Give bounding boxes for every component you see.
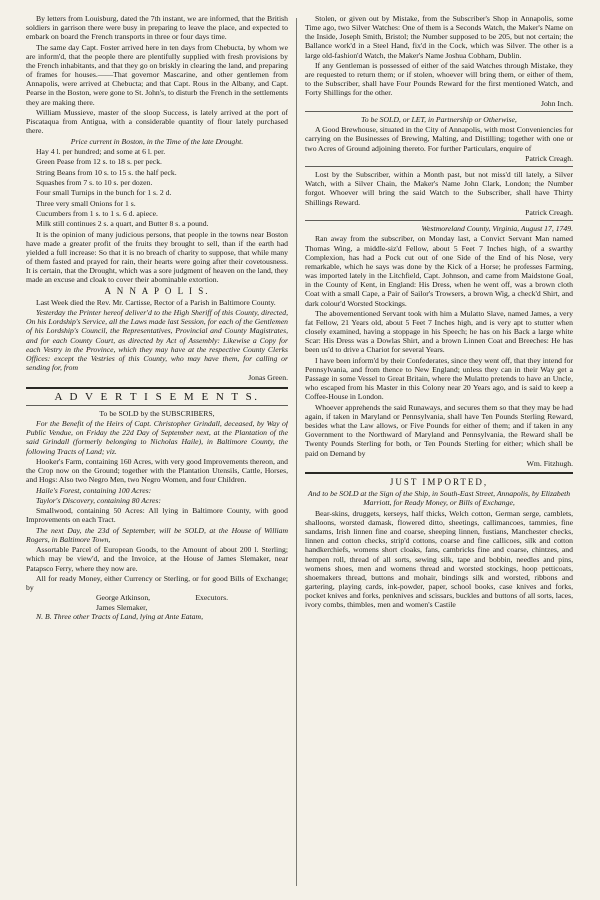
section-rule [26, 387, 288, 389]
runaway-signature: Wm. Fitzhugh. [526, 458, 573, 468]
hookers-farm: Hooker's Farm, containing 160 Acres, with very good Improvements thereon, and the Crop now on the Ground; together with the Plantation Utensils, Cattle, Horses, and Hogs: Also two Negro Men, two Negro Women, and four Children. [26, 456, 288, 485]
next-day-sale: The next Day, the 23d of September, will be SOLD, at the House of William Rogers, in Baltimore Town, [26, 525, 288, 544]
prices-title: Price current in Boston, in the Time of the late Drought. [70, 136, 244, 146]
runaway-mulatto: The abovementioned Servant took with him a Mulatto Slave, named James, a very fat Fellow, 21 Years old, about 5 Feet 7 Inches high, and is very apt to stutter when closely examined, having a stoppage in his Speech; he has on his Back a large white Scar: His Dress was a Dowlas Shirt, and a brown Linnen Coat and Breeches: He has been us'd to drive a Chariot for several Years. [305, 308, 573, 355]
executor-atkinson: George Atkinson, [96, 593, 151, 603]
brewhouse-signature: Patrick Creagh. [525, 153, 573, 163]
section-rule [305, 220, 573, 221]
brewhouse-ad: A Good Brewhouse, situated in the City of Annapolis, with most Conveniencies for carrying on the Businesses of Brewing, Malting, and Distilling; together with one or two Acres of Ground adjoining thereto. For further Particulars, enquire of [305, 125, 573, 153]
runaway-destination: I have been inform'd by their Confederates, since they went off, that they intend for Pennsylvania, and from thence to New England; unless they can in their Way get a Passage in some Vessel to Great Britain, where the Mulatto pretends to have an Uncle, who escaped from his Master in this Colony near 20 Years ago, and is said to keep a Coffee-House in London. [305, 355, 573, 402]
tract-smallwood: Smallwood, containing 50 Acres: All lying in Baltimore County, with good Improvements on each Tract. [26, 506, 288, 525]
price-line: Hay 4 l. per hundred; and some at 6 l. per. [36, 146, 166, 156]
nb-note: N. B. Three other Tracts of Land, lying at Ante Eatam, [36, 611, 203, 621]
price-line: Squashes from 7 s. to 10 s. per dozen. [36, 177, 153, 187]
payment-terms: All for ready Money, either Currency or Sterling, or for good Bills of Exchange; by [26, 573, 288, 593]
news-opinion: It is the opinion of many judicious persons, that people in the towns near Boston have made a greater profit of the fruits they brought to sell, than if the earth had yielded a full increase: So that it is no breach of charity to suppose, that while many of them fasted and prayed for rain, their hearts were going after their covetousness. It is certain, that the Drought, which was a sore judgment of heaven on the land, they made an excuse and cloak to cover their abominable extortion. [26, 229, 288, 285]
executor-names [26, 593, 150, 611]
price-line: Green Pease from 12 s. to 18 s. per peck. [36, 157, 162, 167]
price-line: String Beans from 10 s. to 15 s. the half peck. [36, 167, 177, 177]
section-rule [305, 472, 573, 474]
sale-intro: To be SOLD by the SUBSCRIBERS, [99, 408, 215, 418]
news-louisburg: By letters from Louisburg, dated the 7th instant, we are informed, that the British soldiers in garrison there were busy in preparing to leave the place, and expected to embark on board the French transports in three or four days time. [26, 14, 288, 42]
annapolis-heading: A N N A P O L I S. [104, 285, 210, 296]
left-column [26, 14, 288, 882]
printer-signature: Jonas Green. [248, 373, 288, 383]
executors-label: Executors. [195, 593, 228, 603]
news-success-sloop: William Mussieve, master of the sloop Success, is lately arrived at the port of Piscataqua from Antigua, with a considerable quantity of flour lately purchased there. [26, 107, 288, 136]
runaway-dateline: Westmoreland County, Virginia, August 17, 1749. [421, 224, 573, 234]
runaway-reward: Whoever apprehends the said Runaways, and secures them so that they may be had again, if taken in Maryland or Pennsylvania, shall have Ten Pounds Sterling Reward, besides what the Law allows, or Five Pounds for either of them; and if taken in any Government to the Northward of Maryland and Pennsylvania, the Reward shall be Twenty Pounds Sterling for both, or Ten Pounds Sterling for either; which shall be paid on Demand by [305, 402, 573, 458]
tract-taylor: Taylor's Discovery, containing 80 Acres: [36, 495, 161, 505]
price-line: Three very small Onions for 1 s. [36, 198, 136, 208]
lost-signature: Patrick Creagh. [525, 207, 573, 217]
price-line: Milk still continues 2 s. a quart, and Butter 8 s. a pound. [36, 219, 209, 229]
executors-block [26, 593, 288, 611]
price-line: Four small Turnips in the bunch for 1 s. 2 d. [36, 188, 172, 198]
sale-details: For the Benefit of the Heirs of Capt. Christopher Grindall, deceased, by Way of Public Vendue, on Friday the 22d Day of September next, at the Plantation of the said Grindall (formerly belonging to Nicholas Haile), in Baltimore County, the following Tracts of Land; viz. [26, 419, 288, 456]
section-rule [26, 405, 288, 406]
price-line: Cucumbers from 1 s. to 1 s. 6 d. apiece. [36, 209, 158, 218]
annapolis-death-notice: Last Week died the Rev. Mr. Cartisse, Rector of a Parish in Baltimore County. [36, 297, 276, 307]
imported-goods: Bear-skins, druggets, kerseys, half thicks, Welch cotton, German serge, camblets, shalloons, worsted damask, flowered ditto, sheetings, callimancoes, tammies, fine sandams, Irish linnen fine and coarse, sheeping linnen, fustians, Manchester checks, linnen and cotton checks, strip'd cottons, coarse and fine callicoes, silk and cotton handkerchiefs, womens short cloaks, fans, cambricks fine and coarse, chintzes, and hempen roll, thread of all sorts, sewing silk, tape and bobbin, needles and pins, womens shoes, men and womens thread and worsted stockings, hoop petticoats, shoemakers thread, buttons and mohair, bindings silk and worsted, ribbons and gartering, playing cards, ink-powder, paper, school books, case knives and forks, pocket knives and forks, penknives and scissars, buckles and buttons of all sorts, laces, ivory combs, thimbles, men and women's Castile [305, 508, 573, 610]
executor-slemaker: James Slemaker, [96, 602, 148, 612]
tract-haile: Haile's Forest, containing 100 Acres: [36, 485, 152, 495]
runaway-description: Ran away from the subscriber, on Monday last, a Convict Servant Man named Thomas Wing, a middle-siz'd Fellow, about 5 Feet 7 Inches high, of a swarthy Complexion, has had a Pock cut out of one Side of the End of his Nose, very remarkable, which he says was done by the Kick of a Horse; he professes Farming, was imported lately in the Litchfield, Capt. Johnson, and came from Maidstone Goal, in the County of Kent, in England: His Dress, when he went off, was a brown cloth Coat with a small Cape, a Pair of Sailor's Trowsers, a brown Wig, a check'd Shirt, and dark colour'd Worsted Stockings. [305, 234, 573, 308]
lost-watch: Lost by the Subscriber, within a Month past, but not miss'd till lately, a Silver Watch, with a Silver Chain, the Maker's Name John Clark, London; the Number forgot. Whoever will bring the said Watch to the Subscriber, shall have Thirty Shillings Reward. [305, 170, 573, 207]
column-divider [296, 18, 297, 886]
news-chebucta: The same day Capt. Foster arrived here in ten days from Chebucta, by whom we are inform'd, that the people there are plentifully supplied with fresh provisions by the French inhabitants, and that they go on briskly in clearing the land, and preparing of frames for houses.——That governor Mascarine, and other gentlemen from Annapolis, were arrived at Chebucta; and that Capt. Rous in the Albany, and Capt. Pearse in the Boston, were gone to St. John's, to disturb the French in the settlements they are making there. [26, 42, 288, 107]
right-column [305, 14, 573, 882]
stolen-reward: If any Gentleman is possessed of either of the said Watches through Mistake, they are requested to return them; or if stolen, whoever will bring them, or either of them, to the Subscriber, shall have Four Pounds Reward for the first mentioned Watch, and Forty Shillings for the other. [305, 60, 573, 98]
imported-heading: JUST IMPORTED, [389, 477, 489, 488]
assortable-parcel: Assortable Parcel of European Goods, to the Amount of about 200 l. Sterling; which may be view'd, and the Invoice, at the House of James Slemaker, near Patapsco Ferry, where they now are. [26, 545, 288, 573]
brewhouse-heading: To be SOLD, or LET, in Partnership or Otherwise, [361, 114, 517, 124]
advertisements-heading: A D V E R T I S E M E N T S. [54, 390, 260, 403]
section-rule [305, 111, 573, 112]
imported-subheading: And to be SOLD at the Sign of the Ship, in South-East Street, Annapolis, by Elizabeth Marriott, for Ready Money, or Bills of Exchange, [307, 489, 571, 508]
printer-notice: Yesterday the Printer hereof deliver'd to the High Sheriff of this County, directed, On his Lordship's Service, all the Laws made last Session, for each of the Gentlemen of his Lordship's Council, the Representatives, Provincial and County Magistrates, and for each County Court, as directed by Act of Assembly: Likewise a Copy for each Vestry in the Province, which they may have at the respective County Clerks Offices: except the Vestries of this County, who may have them, for calling or sending for, from [26, 308, 288, 373]
section-rule [305, 166, 573, 167]
stolen-signature: John Inch. [540, 98, 573, 108]
stolen-watches: Stolen, or given out by Mistake, from the Subscriber's Shop in Annapolis, some Time ago, two Silver Watches: One of them is a Seconds Watch, the Maker's Name on the Inside, Joseph Smith, Bristol; the Number supposed to be 205, but not certain; the Ballance work'd in a Steel Hand, fix'd in the Cock, which was Silver. The other is a large old-fashion'd Watch, the Maker's Name Joshua Cobham, Dublin. [305, 14, 573, 60]
